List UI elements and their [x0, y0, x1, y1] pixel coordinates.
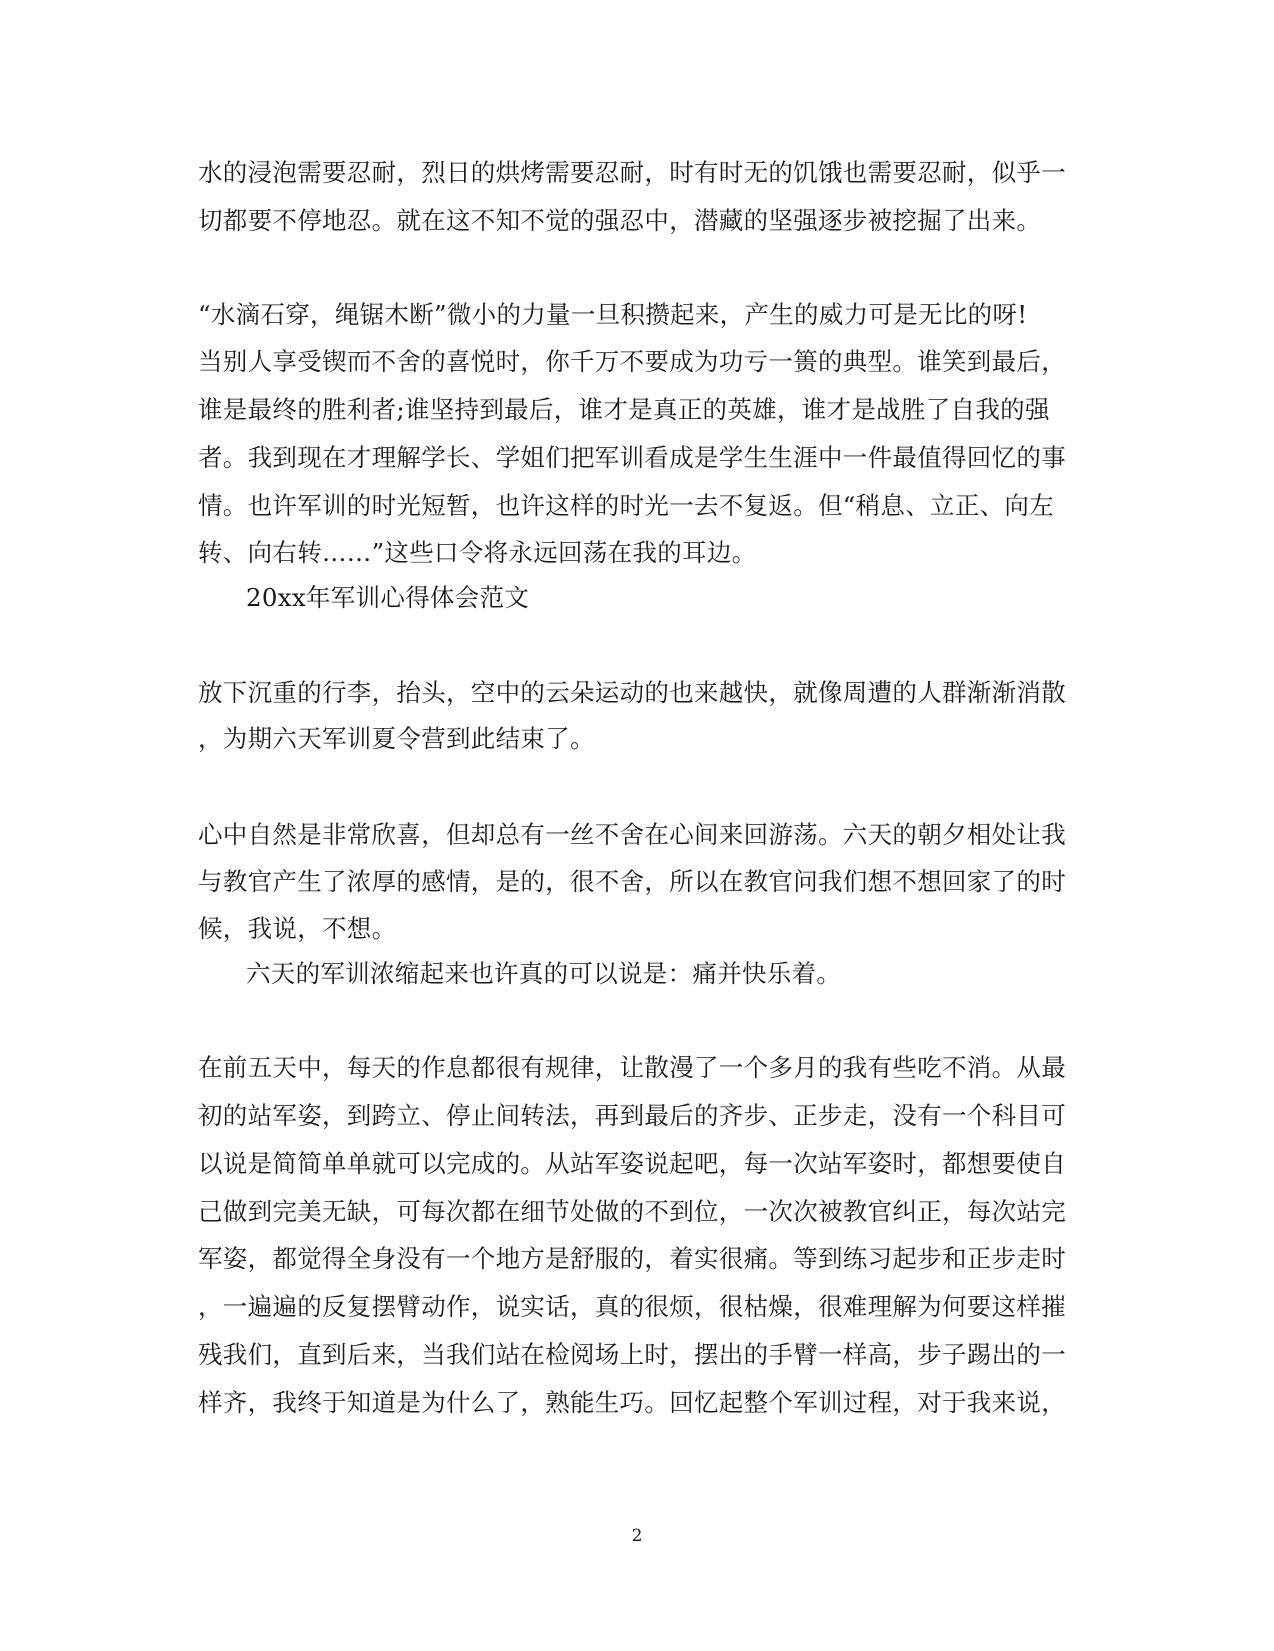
page-number: 2: [631, 1526, 643, 1546]
text-line: 己做到完美无缺，可每次都在细节处做的不到位，一次次被教官纠正，每次站完: [198, 1197, 1066, 1226]
text-line: ，为期六天军训夏令营到此结束了。: [198, 724, 595, 753]
text-line: 初的站军姿，到跨立、停止间转法，再到最后的齐步、正步走，没有一个科目可: [198, 1101, 1066, 1130]
text-line: 军姿，都觉得全身没有一个地方是舒服的，着实很痛。等到练习起步和正步走时: [198, 1244, 1066, 1273]
text-line: 以说是简简单单就可以完成的。从站军姿说起吧，每一次站军姿时，都想要使自: [198, 1149, 1066, 1178]
text-line: 与教官产生了浓厚的感情，是的，很不舍，所以在教官问我们想不想回家了的时: [198, 867, 1066, 896]
section-heading: 20xx年军训心得体会范文: [246, 583, 530, 612]
text-line: 放下沉重的行李，抬头，空中的云朵运动的也来越快，就像周遭的人群渐渐消散: [198, 678, 1066, 707]
text-line: 水的浸泡需要忍耐，烈日的烘烤需要忍耐，时有时无的饥饿也需要忍耐，似乎一: [198, 158, 1066, 187]
text-line: 心中自然是非常欣喜，但却总有一丝不舍在心间来回游荡。六天的朝夕相处让我: [198, 820, 1066, 849]
text-line: 样齐，我终于知道是为什么了，熟能生巧。回忆起整个军训过程，对于我来说，: [198, 1388, 1066, 1417]
text-line: 者。我到现在才理解学长、学姐们把军训看成是学生生涯中一件最值得回忆的事: [198, 443, 1066, 472]
text-line: 六天的军训浓缩起来也许真的可以说是：痛并快乐着。: [246, 959, 842, 988]
text-line: “水滴石穿，绳锯木断”微小的力量一旦积攒起来，产生的威力可是无比的呀!: [198, 300, 1028, 329]
text-line: 转、向右转……”这些口令将永远回荡在我的耳边。: [198, 538, 757, 567]
text-line: 残我们，直到后来，当我们站在检阅场上时，摆出的手臂一样高，步子踢出的一: [198, 1340, 1066, 1369]
text-line: 当别人享受锲而不舍的喜悦时，你千万不要成为功亏一篑的典型。谁笑到最后，: [198, 347, 1066, 376]
text-line: 候，我说，不想。: [198, 914, 397, 943]
text-line: 在前五天中，每天的作息都很有规律，让散漫了一个多月的我有些吃不消。从最: [198, 1053, 1066, 1082]
text-line: ，一遍遍的反复摆臂动作，说实话，真的很烦，很枯燥，很难理解为何要这样摧: [198, 1292, 1066, 1321]
text-line: 谁是最终的胜利者;谁坚持到最后，谁才是真正的英雄，谁才是战胜了自我的强: [198, 395, 1050, 424]
text-line: 切都要不停地忍。就在这不知不觉的强忍中，潜藏的坚强逐步被挖掘了出来。: [198, 206, 1042, 235]
text-line: 情。也许军训的时光短暂，也许这样的时光一去不复返。但“稍息、立正、向左: [198, 491, 1055, 520]
